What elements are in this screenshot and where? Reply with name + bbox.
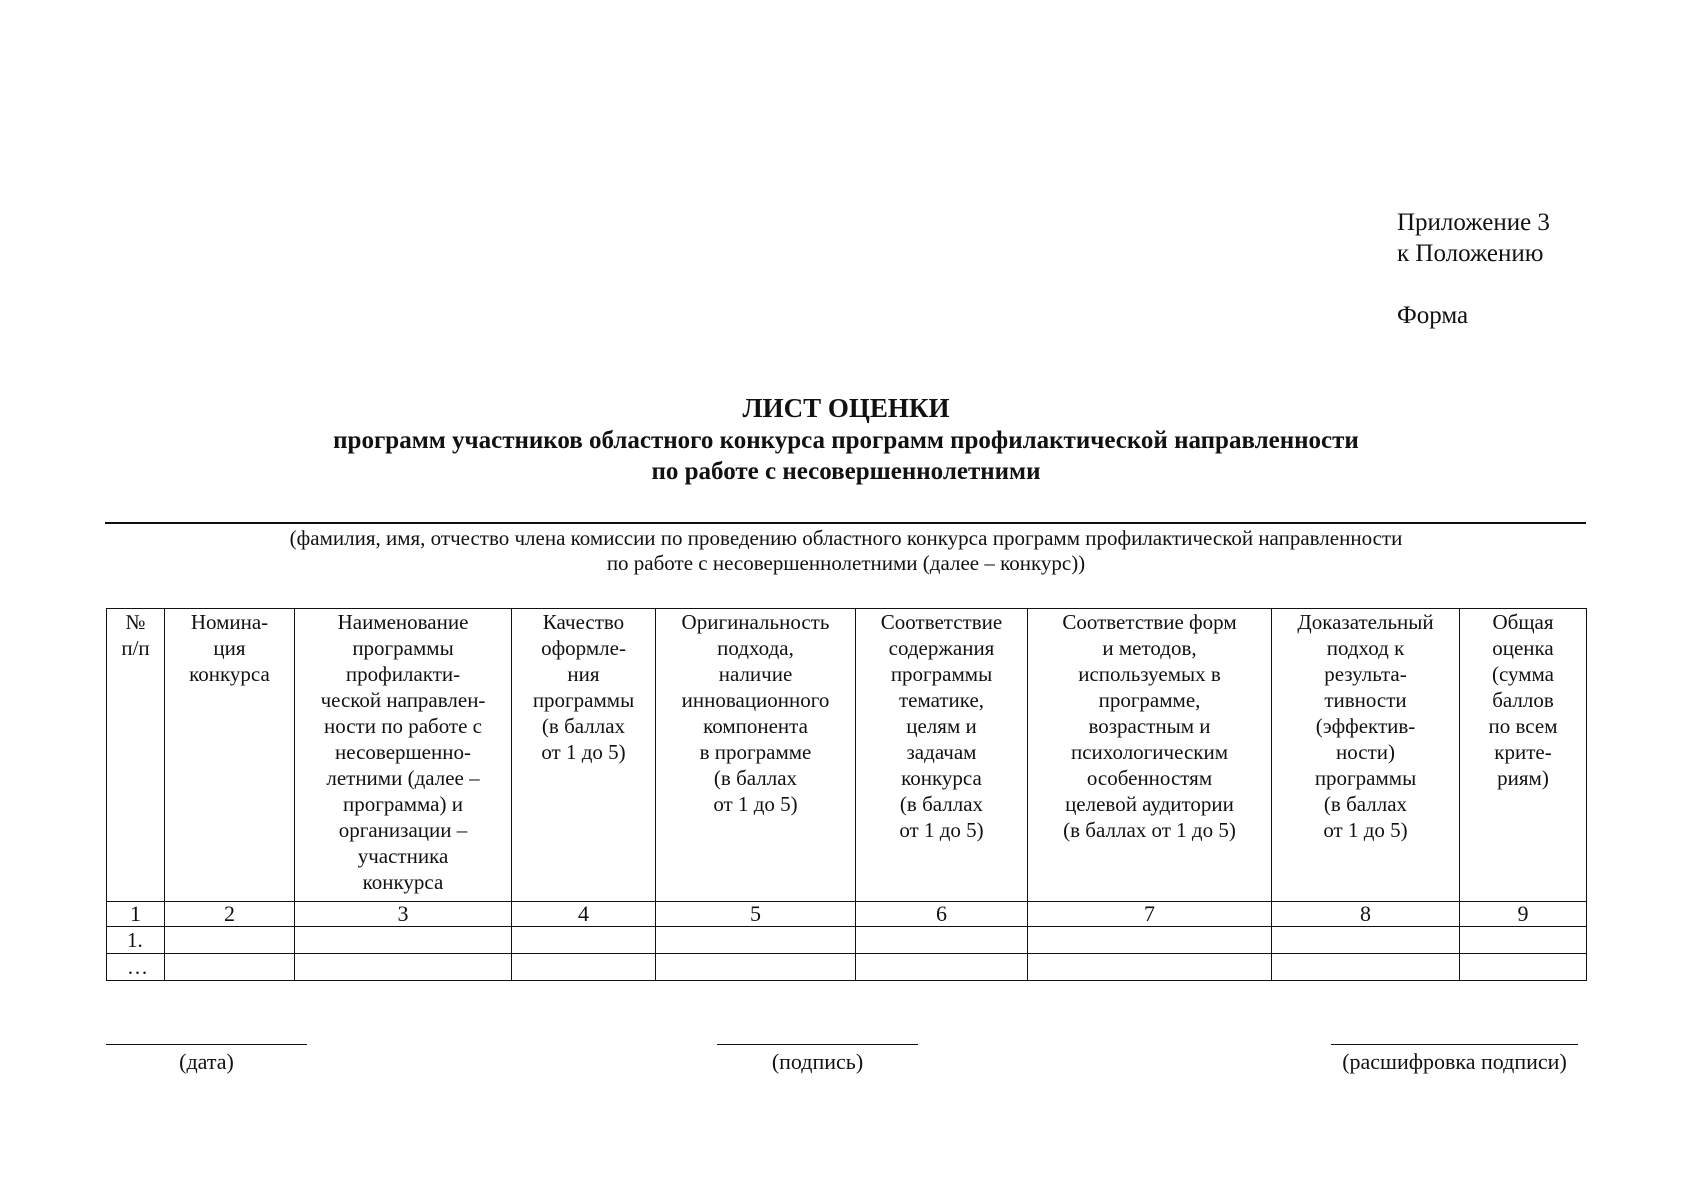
column-header-line: программа) и [343, 792, 463, 816]
column-header-line: наличие [718, 662, 793, 686]
column-header-line: результа- [1324, 662, 1407, 686]
date-label: (дата) [179, 1049, 234, 1074]
document-title [106, 392, 1586, 487]
table-cell[interactable] [165, 927, 295, 954]
column-header-line: от 1 до 5) [713, 792, 798, 816]
appendix-reference: к Положению [1397, 240, 1544, 267]
column-header-1 [107, 609, 165, 902]
column-header-line: ция [213, 636, 246, 660]
column-header-line: конкурса [362, 870, 444, 894]
column-header-line: Общая [1492, 610, 1554, 634]
column-header-line: задачам [906, 740, 977, 764]
column-number-cell: 9 [1460, 902, 1587, 927]
table-cell[interactable] [856, 927, 1028, 954]
table-cell[interactable] [1272, 954, 1460, 981]
column-header-line: конкурса [901, 766, 982, 790]
table-cell[interactable] [656, 954, 856, 981]
column-header-line: оформле- [541, 636, 626, 660]
column-header-line: Соответствие [880, 610, 1003, 634]
column-header-line: баллов [1492, 688, 1554, 712]
table-cell[interactable] [856, 954, 1028, 981]
title-subtitle-line-2: по работе с несовершеннолетними [651, 458, 1041, 485]
column-header-line: психологическим [1070, 740, 1228, 764]
column-header-line: инновационного [681, 688, 830, 712]
column-number-cell: 5 [656, 902, 856, 927]
table-cell[interactable] [512, 954, 656, 981]
column-header-line: ности) [1336, 740, 1395, 764]
column-header-line: тивности [1324, 688, 1407, 712]
column-header-line: программы [890, 662, 993, 686]
column-header-line: № [125, 610, 146, 634]
column-number-cell: 1 [107, 902, 165, 927]
column-header-2 [165, 609, 295, 902]
table-cell[interactable] [1272, 927, 1460, 954]
column-header-line: несовершенно- [335, 740, 471, 764]
column-header-line: целевой аудитории [1065, 792, 1234, 816]
form-label: Форма [1397, 302, 1469, 329]
member-name-caption [106, 526, 1586, 576]
column-header-line: от 1 до 5) [899, 818, 984, 842]
table-cell[interactable] [1028, 954, 1272, 981]
column-header-9 [1460, 609, 1587, 902]
column-header-line: программы [532, 688, 635, 712]
member-caption-line-1: (фамилия, имя, отчество члена комиссии по проведению областного конкурса программ профилактической направленности [289, 526, 1403, 550]
signature-label: (подпись) [771, 1049, 864, 1074]
column-header-line: компонента [703, 714, 808, 738]
table-cell[interactable] [1460, 927, 1587, 954]
table-cell[interactable] [512, 927, 656, 954]
title-main: ЛИСТ ОЦЕНКИ [742, 393, 950, 423]
column-header-line: особенностям [1086, 766, 1213, 790]
column-number-cell: 4 [512, 902, 656, 927]
column-header-line: (в баллах [713, 766, 798, 790]
signature-decoding-label: (расшифровка подписи) [1342, 1049, 1567, 1074]
column-header-line: и методов, [1102, 636, 1197, 660]
column-header-line: от 1 до 5) [541, 740, 626, 764]
column-header-line: (в баллах от 1 до 5) [1063, 818, 1236, 842]
column-header-line: (в баллах [1323, 792, 1408, 816]
table-cell[interactable] [165, 954, 295, 981]
column-header-line: (сумма [1491, 662, 1554, 686]
column-number-cell: 7 [1028, 902, 1272, 927]
column-header-line: (эффектив- [1315, 714, 1416, 738]
appendix-header [1397, 207, 1550, 331]
column-header-line: организации – [338, 818, 468, 842]
column-header-5 [656, 609, 856, 902]
table-cell[interactable] [1460, 954, 1587, 981]
signature-line [717, 1044, 918, 1045]
column-header-line: программы [352, 636, 454, 660]
table-cell[interactable] [1028, 927, 1272, 954]
column-header-line: профилакти- [345, 662, 461, 686]
column-header-line: содержания [888, 636, 995, 660]
table-row [107, 927, 1587, 954]
row-number-cell: … [107, 954, 165, 981]
column-header-line: используемых в [1078, 662, 1221, 686]
row-number-cell: 1. [107, 927, 165, 954]
column-header-line: подхода, [717, 636, 794, 660]
column-header-4 [512, 609, 656, 902]
column-header-line: Оригинальность [681, 610, 830, 634]
signature-decoding-block [1331, 1044, 1578, 1075]
table-cell[interactable] [295, 954, 512, 981]
column-header-line: п/п [121, 636, 150, 660]
evaluation-table [106, 608, 1587, 981]
column-header-3 [295, 609, 512, 902]
date-line [106, 1044, 307, 1045]
date-signature-block [106, 1044, 307, 1075]
column-header-line: в программе [699, 740, 812, 764]
signature-block [717, 1044, 918, 1075]
column-header-line: риям) [1497, 766, 1549, 790]
column-header-line: оценка [1492, 636, 1554, 660]
column-header-line: возрастным и [1088, 714, 1211, 738]
column-header-line: Наименование [337, 610, 469, 634]
column-number-cell: 6 [856, 902, 1028, 927]
column-header-6 [856, 609, 1028, 902]
column-header-line: Номина- [190, 610, 269, 634]
member-name-line [105, 522, 1586, 524]
table-cell[interactable] [295, 927, 512, 954]
column-header-line: ния [567, 662, 600, 686]
column-header-8 [1272, 609, 1460, 902]
signature-decoding-line [1331, 1044, 1578, 1045]
column-header-line: участника [357, 844, 449, 868]
column-header-line: от 1 до 5) [1323, 818, 1408, 842]
table-row [107, 954, 1587, 981]
column-number-cell: 8 [1272, 902, 1460, 927]
column-header-line: летними (далее – [326, 766, 480, 790]
column-header-line: Качество [542, 610, 625, 634]
column-header-line: тематике, [898, 688, 985, 712]
column-header-line: крите- [1494, 740, 1552, 764]
header-row [107, 609, 1587, 902]
column-header-line: (в баллах [899, 792, 984, 816]
member-caption-line-2: по работе с несовершеннолетними (далее – конкурс)) [606, 551, 1086, 575]
column-header-line: ности по работе с [323, 714, 483, 738]
appendix-number: Приложение 3 [1397, 209, 1550, 236]
title-subtitle-line-1: программ участников областного конкурса программ профилактической направленности [333, 427, 1359, 454]
column-header-line: конкурса [189, 662, 270, 686]
column-number-cell: 2 [165, 902, 295, 927]
column-header-line: (в баллах [541, 714, 626, 738]
column-header-line: ческой направлен- [320, 688, 486, 712]
column-header-line: целям и [906, 714, 977, 738]
table-cell[interactable] [656, 927, 856, 954]
column-header-line: по всем [1488, 714, 1558, 738]
column-header-line: подход к [1326, 636, 1405, 660]
column-header-line: программы [1314, 766, 1417, 790]
column-header-line: программе, [1098, 688, 1201, 712]
column-number-cell: 3 [295, 902, 512, 927]
column-header-7 [1028, 609, 1272, 902]
column-number-row [107, 902, 1587, 927]
column-header-line: Доказательный [1297, 610, 1434, 634]
column-header-line: Соответствие форм [1062, 610, 1237, 634]
